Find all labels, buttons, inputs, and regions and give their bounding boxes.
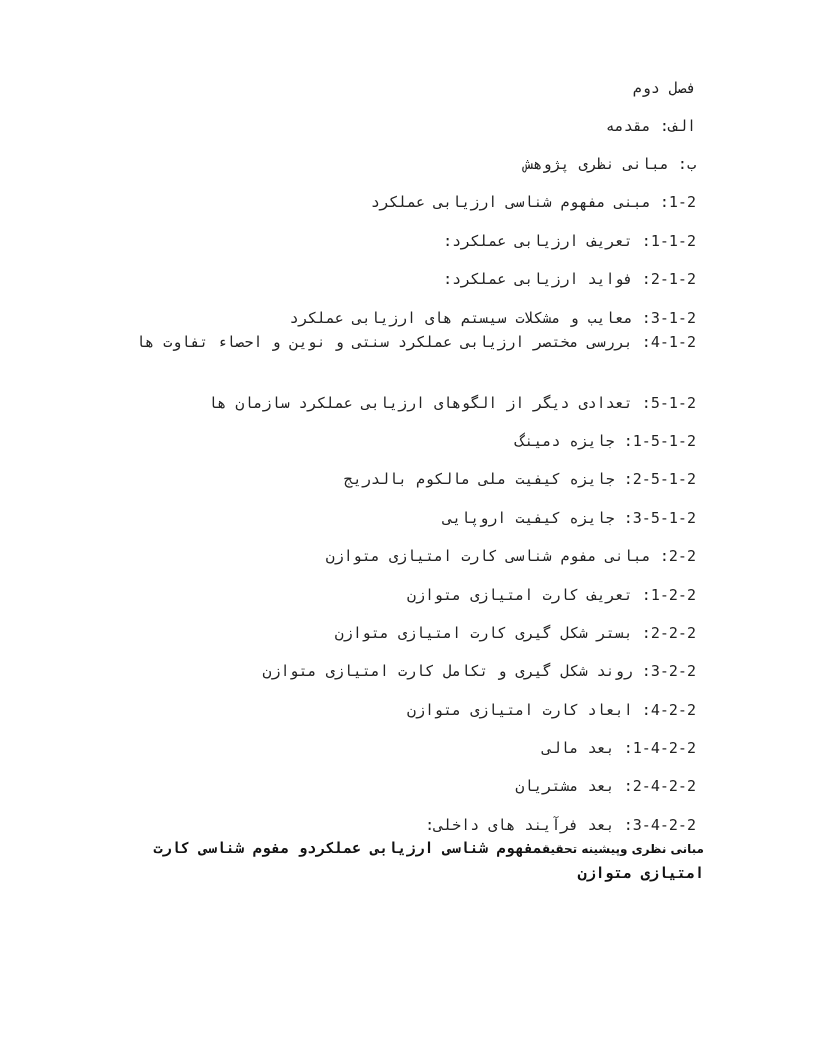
heading-1-5-1-2: 1-5-1-2: جایزه دمینگ — [515, 432, 696, 450]
heading-3-1-2: 3-1-2: معایب و مشکلات سیستم های ارزیابی عملکرد — [289, 309, 696, 327]
heading-4-2-2: 4-2-2: ابعاد کارت امتیازی متوازن — [407, 701, 696, 719]
heading-intro: الف: مقدمه — [605, 117, 696, 135]
footer-summary — [104, 836, 704, 885]
heading-1-1-2: 1-1-2: تعریف ارزیابی عملکرد: — [443, 232, 696, 250]
heading-4-1-2: 4-1-2: بررسی مختصر ارزیابی عملکرد سنتی و نوین و احصاء تفاوت ها — [136, 333, 696, 351]
heading-1-2-2: 1-2-2: تعریف کارت امتیازی متوازن — [407, 586, 696, 604]
heading-2-5-1-2: 2-5-1-2: جایزه کیفیت ملی مالکوم بالدریج — [343, 470, 696, 488]
chapter-title: فصل دوم — [632, 79, 696, 97]
heading-1-2: 1-2: مبنی مفهوم شناسی ارزیابی عملکرد — [370, 193, 696, 211]
heading-2-2-2: 2-2-2: بستر شکل گیری کارت امتیازی متوازن — [334, 624, 696, 642]
footer-lead: مبانی نظری وپیشینه تحقیق — [541, 842, 704, 856]
footer-text: مفهوم شناسی ارزیابی عملکردو مفوم شناسی کارت امتیازی متوازن — [153, 839, 704, 882]
heading-2-2: 2-2: مبانی مفوم شناسی کارت امتیازی متوازن — [325, 547, 696, 565]
heading-3-4-2-2: 3-4-2-2: بعد فرآیند های داخلی: — [425, 816, 696, 834]
heading-3-2-2: 3-2-2: روند شکل گیری و تکامل کارت امتیازی متوازن — [262, 662, 696, 680]
heading-5-1-2: 5-1-2: تعدادی دیگر از الگوهای ارزیابی عملکرد سازمان ها — [208, 394, 696, 412]
heading-theory: ب: مبانی نظری پژوهش — [524, 155, 696, 173]
heading-2-4-2-2: 2-4-2-2: بعد مشتریان — [515, 777, 696, 795]
heading-3-5-1-2: 3-5-1-2: جایزه کیفیت اروپایی — [443, 509, 696, 527]
heading-2-1-2: 2-1-2: فواید ارزیابی عملکرد: — [443, 270, 696, 288]
heading-1-4-2-2: 1-4-2-2: بعد مالی — [542, 739, 696, 757]
